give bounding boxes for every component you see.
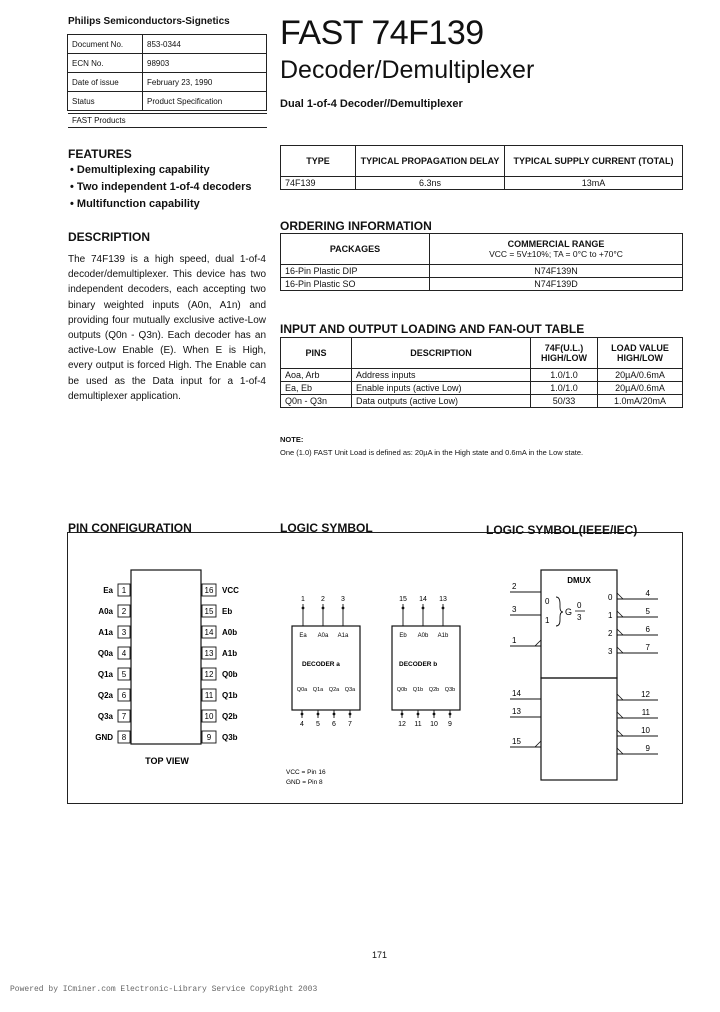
pin-number: 5 bbox=[645, 607, 650, 616]
pin-number: 12 bbox=[204, 670, 214, 679]
page-number: 171 bbox=[372, 950, 388, 960]
table-header: TYPE bbox=[281, 146, 356, 177]
decoder-b-outputs bbox=[397, 687, 455, 728]
output-label: Q3a bbox=[344, 687, 356, 693]
table-header: PACKAGES bbox=[281, 234, 430, 265]
pin-number: 3 bbox=[512, 605, 517, 614]
decoder-a-label: DECODER a bbox=[302, 661, 340, 668]
table-row bbox=[281, 395, 683, 408]
pin-dot bbox=[302, 607, 305, 610]
table-cell: 16-Pin Plastic SO bbox=[281, 278, 430, 291]
pin-configuration-diagram bbox=[67, 545, 267, 775]
pin-dot bbox=[333, 713, 336, 716]
table-header: TYPICAL PROPAGATION DELAY bbox=[356, 146, 505, 177]
pin-dot bbox=[422, 607, 425, 610]
pin-number: 14 bbox=[512, 689, 521, 698]
pin-number: 2 bbox=[321, 596, 325, 603]
input-label: A1a bbox=[337, 633, 349, 639]
pin-number: 10 bbox=[204, 712, 214, 721]
pin-dot bbox=[449, 713, 452, 716]
table-cell: 13mA bbox=[505, 177, 683, 190]
pin-number: 15 bbox=[204, 607, 214, 616]
note-label: NOTE: bbox=[280, 435, 304, 444]
table-cell: 1.0mA/20mA bbox=[598, 395, 683, 408]
pin-dot bbox=[301, 713, 304, 716]
input-brace bbox=[556, 597, 563, 626]
ieee-symbol-diagram bbox=[500, 560, 680, 790]
description-text: The 74F139 is a high speed, dual 1-of-4 decoder/demultiplexer. This device has two independent decoders, each accepting two binary weighted inputs (A0n, A1n) and providing four mutually exclusive active-Low outputs (Q0n - Q3n). Each decoder has an active-Low Enable (E). When E is High, every output is forced High. The Enable can be used as the Data input for a 1-of-4 demultiplexer application. bbox=[68, 254, 266, 402]
vcc-note: VCC = Pin 16 bbox=[286, 769, 326, 776]
table-header: LOAD VALUE HIGH/LOW bbox=[598, 338, 683, 369]
pin-name: A1a bbox=[98, 628, 113, 637]
footer-credit: Powered by ICminer.com Electronic-Library Service CopyRight 2003 bbox=[10, 985, 318, 994]
doc-key: Status bbox=[68, 92, 143, 111]
table-cell: N74F139D bbox=[430, 278, 683, 291]
pin-number: 3 bbox=[121, 628, 127, 637]
pin-number: 12 bbox=[641, 690, 650, 699]
pin-number: 13 bbox=[512, 707, 521, 716]
pin-name: Q3b bbox=[222, 733, 238, 742]
table-cell: Enable inputs (active Low) bbox=[352, 382, 531, 395]
pin-dot bbox=[349, 713, 352, 716]
doc-value: February 23, 1990 bbox=[143, 73, 267, 92]
output-label: Q0a bbox=[296, 687, 308, 693]
doc-value: 853-0344 bbox=[143, 35, 267, 54]
table-cell: Data outputs (active Low) bbox=[352, 395, 531, 408]
pin-number: 6 bbox=[332, 721, 336, 728]
negation-indicator bbox=[535, 640, 541, 646]
pin-name: A0b bbox=[222, 628, 238, 637]
pin-number: 1 bbox=[301, 596, 305, 603]
list-item: • Two independent 1-of-4 decoders bbox=[70, 181, 252, 193]
negation-indicator bbox=[617, 730, 623, 736]
output-label: Q0b bbox=[396, 687, 408, 693]
features-list bbox=[70, 162, 252, 213]
pin-number: 9 bbox=[645, 744, 650, 753]
output-label: Q2a bbox=[328, 687, 340, 693]
pin-name: Q0b bbox=[222, 670, 238, 679]
ieee-right-pins bbox=[617, 589, 658, 754]
table-header: 74F(U.L.) HIGH/LOW bbox=[531, 338, 598, 369]
output-label: Q1b bbox=[412, 687, 424, 693]
pin-name: Ea bbox=[103, 586, 113, 595]
pin-number: 6 bbox=[121, 691, 127, 700]
pin-dot bbox=[317, 713, 320, 716]
ieee-symbol-heading: LOGIC SYMBOL(IEEE/IEC) bbox=[486, 523, 638, 537]
input-label: Ea bbox=[299, 633, 307, 639]
ordering-heading: ORDERING INFORMATION bbox=[280, 219, 432, 233]
pin-number: 11 bbox=[641, 708, 650, 717]
gnd-note: GND = Pin 8 bbox=[286, 779, 323, 786]
negation-indicator bbox=[617, 647, 623, 653]
loading-table bbox=[280, 337, 683, 408]
doc-row bbox=[68, 73, 267, 92]
pin-number: 13 bbox=[204, 649, 214, 658]
company-name: Philips Semiconductors-Signetics bbox=[68, 16, 230, 27]
pin-number: 3 bbox=[341, 596, 345, 603]
table-cell: Ea, Eb bbox=[281, 382, 352, 395]
pin-number: 16 bbox=[204, 586, 214, 595]
table-cell: 1.0/1.0 bbox=[531, 382, 598, 395]
pin-number: 10 bbox=[430, 721, 438, 728]
input-label: A0a bbox=[317, 633, 329, 639]
doc-row bbox=[68, 35, 267, 54]
doc-key: Document No. bbox=[68, 35, 143, 54]
output-labels bbox=[608, 593, 613, 656]
left-pins bbox=[95, 584, 130, 743]
pin-dot bbox=[417, 713, 420, 716]
pin-name: A0a bbox=[98, 607, 113, 616]
input-bit-1: 1 bbox=[545, 616, 550, 625]
table-cell: Address inputs bbox=[352, 369, 531, 382]
table-cell: 20µA/0.6mA bbox=[598, 369, 683, 382]
page-subtitle: Decoder/Demultiplexer bbox=[280, 56, 535, 84]
list-item: • Multifunction capability bbox=[70, 198, 200, 210]
pin-number: 4 bbox=[645, 589, 650, 598]
pin-name: VCC bbox=[222, 586, 239, 595]
feature-text: Demultiplexing capability bbox=[76, 164, 210, 176]
feature-text: Two independent 1-of-4 decoders bbox=[76, 181, 252, 193]
output-index: 3 bbox=[608, 647, 613, 656]
dmux-upper-block bbox=[541, 570, 617, 678]
dmux-label: DMUX bbox=[567, 576, 591, 585]
pin-name: Eb bbox=[222, 607, 233, 616]
pin-name: Q2a bbox=[97, 691, 113, 700]
ieee-left-pins bbox=[510, 582, 541, 747]
pin-dot bbox=[342, 607, 345, 610]
table-row bbox=[281, 278, 683, 291]
tagline: Dual 1-of-4 Decoder//Demultiplexer bbox=[280, 98, 463, 110]
pin-number: 9 bbox=[206, 733, 212, 742]
negation-indicator bbox=[617, 748, 623, 754]
input-bit-0: 0 bbox=[545, 597, 550, 606]
table-cell: N74F139N bbox=[430, 265, 683, 278]
pin-number: 2 bbox=[512, 582, 517, 591]
pin-name: Q3a bbox=[97, 712, 113, 721]
output-label: Q3b bbox=[444, 687, 456, 693]
table-header bbox=[430, 234, 683, 265]
pin-number: 7 bbox=[121, 712, 127, 721]
negation-indicator bbox=[617, 611, 623, 617]
table-header: DESCRIPTION bbox=[352, 338, 531, 369]
pin-name: Q1b bbox=[222, 691, 238, 700]
output-index: 2 bbox=[608, 629, 613, 638]
pin-dot bbox=[322, 607, 325, 610]
pin-number: 6 bbox=[645, 625, 650, 634]
feature-text: Multifunction capability bbox=[76, 198, 200, 210]
pin-number: 11 bbox=[414, 721, 422, 728]
output-index: 0 bbox=[608, 593, 613, 602]
pin-number: 1 bbox=[512, 636, 517, 645]
negation-indicator bbox=[617, 712, 623, 718]
g-fraction-top: 0 bbox=[577, 601, 582, 610]
pin-name: Q2b bbox=[222, 712, 238, 721]
right-pins bbox=[202, 584, 239, 743]
loading-heading: INPUT AND OUTPUT LOADING AND FAN-OUT TABLE bbox=[280, 322, 585, 336]
document-info-table bbox=[67, 34, 267, 111]
pin-number: 5 bbox=[121, 670, 127, 679]
pin-name: Q1a bbox=[97, 670, 113, 679]
pin-number: 15 bbox=[512, 737, 521, 746]
pin-number: 5 bbox=[316, 721, 320, 728]
decoder-a-inputs bbox=[299, 596, 349, 639]
table-cell: 1.0/1.0 bbox=[531, 369, 598, 382]
pin-number: 7 bbox=[348, 721, 352, 728]
negation-indicator bbox=[617, 629, 623, 635]
pin-number: 9 bbox=[448, 721, 452, 728]
table-cell: 6.3ns bbox=[356, 177, 505, 190]
doc-key: ECN No. bbox=[68, 54, 143, 73]
ordering-table bbox=[280, 233, 683, 291]
table-cell: 20µA/0.6mA bbox=[598, 382, 683, 395]
product-family: FAST Products bbox=[68, 113, 267, 128]
negation-indicator bbox=[617, 593, 623, 599]
pin-number: 1 bbox=[121, 586, 127, 595]
table-row bbox=[281, 369, 683, 382]
pin-number: 8 bbox=[121, 733, 127, 742]
table-row bbox=[281, 382, 683, 395]
doc-row bbox=[68, 54, 267, 73]
pin-number: 15 bbox=[399, 596, 407, 603]
pin-name: A1b bbox=[222, 649, 238, 658]
table-cell: 74F139 bbox=[281, 177, 356, 190]
description-heading: DESCRIPTION bbox=[68, 230, 151, 244]
pin-number: 14 bbox=[419, 596, 427, 603]
pin-dot bbox=[433, 713, 436, 716]
pin-number: 7 bbox=[645, 643, 650, 652]
table-cell: 50/33 bbox=[531, 395, 598, 408]
pin-number: 10 bbox=[641, 726, 650, 735]
decoder-a-outputs bbox=[297, 687, 356, 728]
table-row bbox=[281, 265, 683, 278]
table-header: TYPICAL SUPPLY CURRENT (TOTAL) bbox=[505, 146, 683, 177]
logic-symbol-diagram bbox=[280, 590, 480, 790]
pin-number: 12 bbox=[398, 721, 406, 728]
logic-symbol-heading: LOGIC SYMBOL bbox=[280, 521, 373, 535]
table-cell: 16-Pin Plastic DIP bbox=[281, 265, 430, 278]
pin-name: Q0a bbox=[97, 649, 113, 658]
output-label: Q2b bbox=[428, 687, 440, 693]
output-label: Q1a bbox=[312, 687, 324, 693]
pin-number: 13 bbox=[439, 596, 447, 603]
table-cell: Aoa, Arb bbox=[281, 369, 352, 382]
page-title: FAST 74F139 bbox=[280, 14, 484, 52]
doc-key: Date of issue bbox=[68, 73, 143, 92]
table-header: PINS bbox=[281, 338, 352, 369]
list-item: • Demultiplexing capability bbox=[70, 164, 210, 176]
pin-dot bbox=[402, 607, 405, 610]
range-condition: VCC = 5V±10%; TA = 0°C to +70°C bbox=[489, 249, 623, 259]
type-table bbox=[280, 145, 683, 190]
pin-number: 2 bbox=[121, 607, 127, 616]
doc-value: Product Specification bbox=[143, 92, 267, 111]
g-label: G bbox=[565, 607, 573, 617]
doc-row bbox=[68, 92, 267, 111]
negation-indicator bbox=[535, 741, 541, 747]
note-text: One (1.0) FAST Unit Load is defined as: 20µA in the High state and 0.6mA in the Low state. bbox=[280, 448, 584, 457]
input-label: Eb bbox=[399, 633, 407, 639]
dmux-lower-block bbox=[541, 678, 617, 780]
pin-name: GND bbox=[95, 733, 113, 742]
table-row bbox=[281, 177, 683, 190]
pin-dot bbox=[401, 713, 404, 716]
decoder-b-label: DECODER b bbox=[399, 661, 438, 668]
output-index: 1 bbox=[608, 611, 613, 620]
top-view-caption: TOP VIEW bbox=[145, 756, 189, 766]
pin-number: 14 bbox=[204, 628, 214, 637]
pin-config-heading: PIN CONFIGURATION bbox=[68, 521, 192, 535]
input-label: A0b bbox=[417, 633, 429, 639]
doc-value: 98903 bbox=[143, 54, 267, 73]
table-cell: Q0n - Q3n bbox=[281, 395, 352, 408]
pin-number: 4 bbox=[121, 649, 127, 658]
g-fraction-bottom: 3 bbox=[577, 613, 582, 622]
input-label: A1b bbox=[437, 633, 449, 639]
pin-number: 4 bbox=[300, 721, 304, 728]
decoder-b-inputs bbox=[399, 596, 449, 639]
pin-dot bbox=[442, 607, 445, 610]
pin-number: 11 bbox=[204, 691, 214, 700]
chip-body bbox=[131, 570, 201, 744]
range-title: COMMERCIAL RANGE bbox=[507, 239, 605, 249]
negation-indicator bbox=[617, 694, 623, 700]
features-heading: FEATURES bbox=[68, 147, 132, 161]
